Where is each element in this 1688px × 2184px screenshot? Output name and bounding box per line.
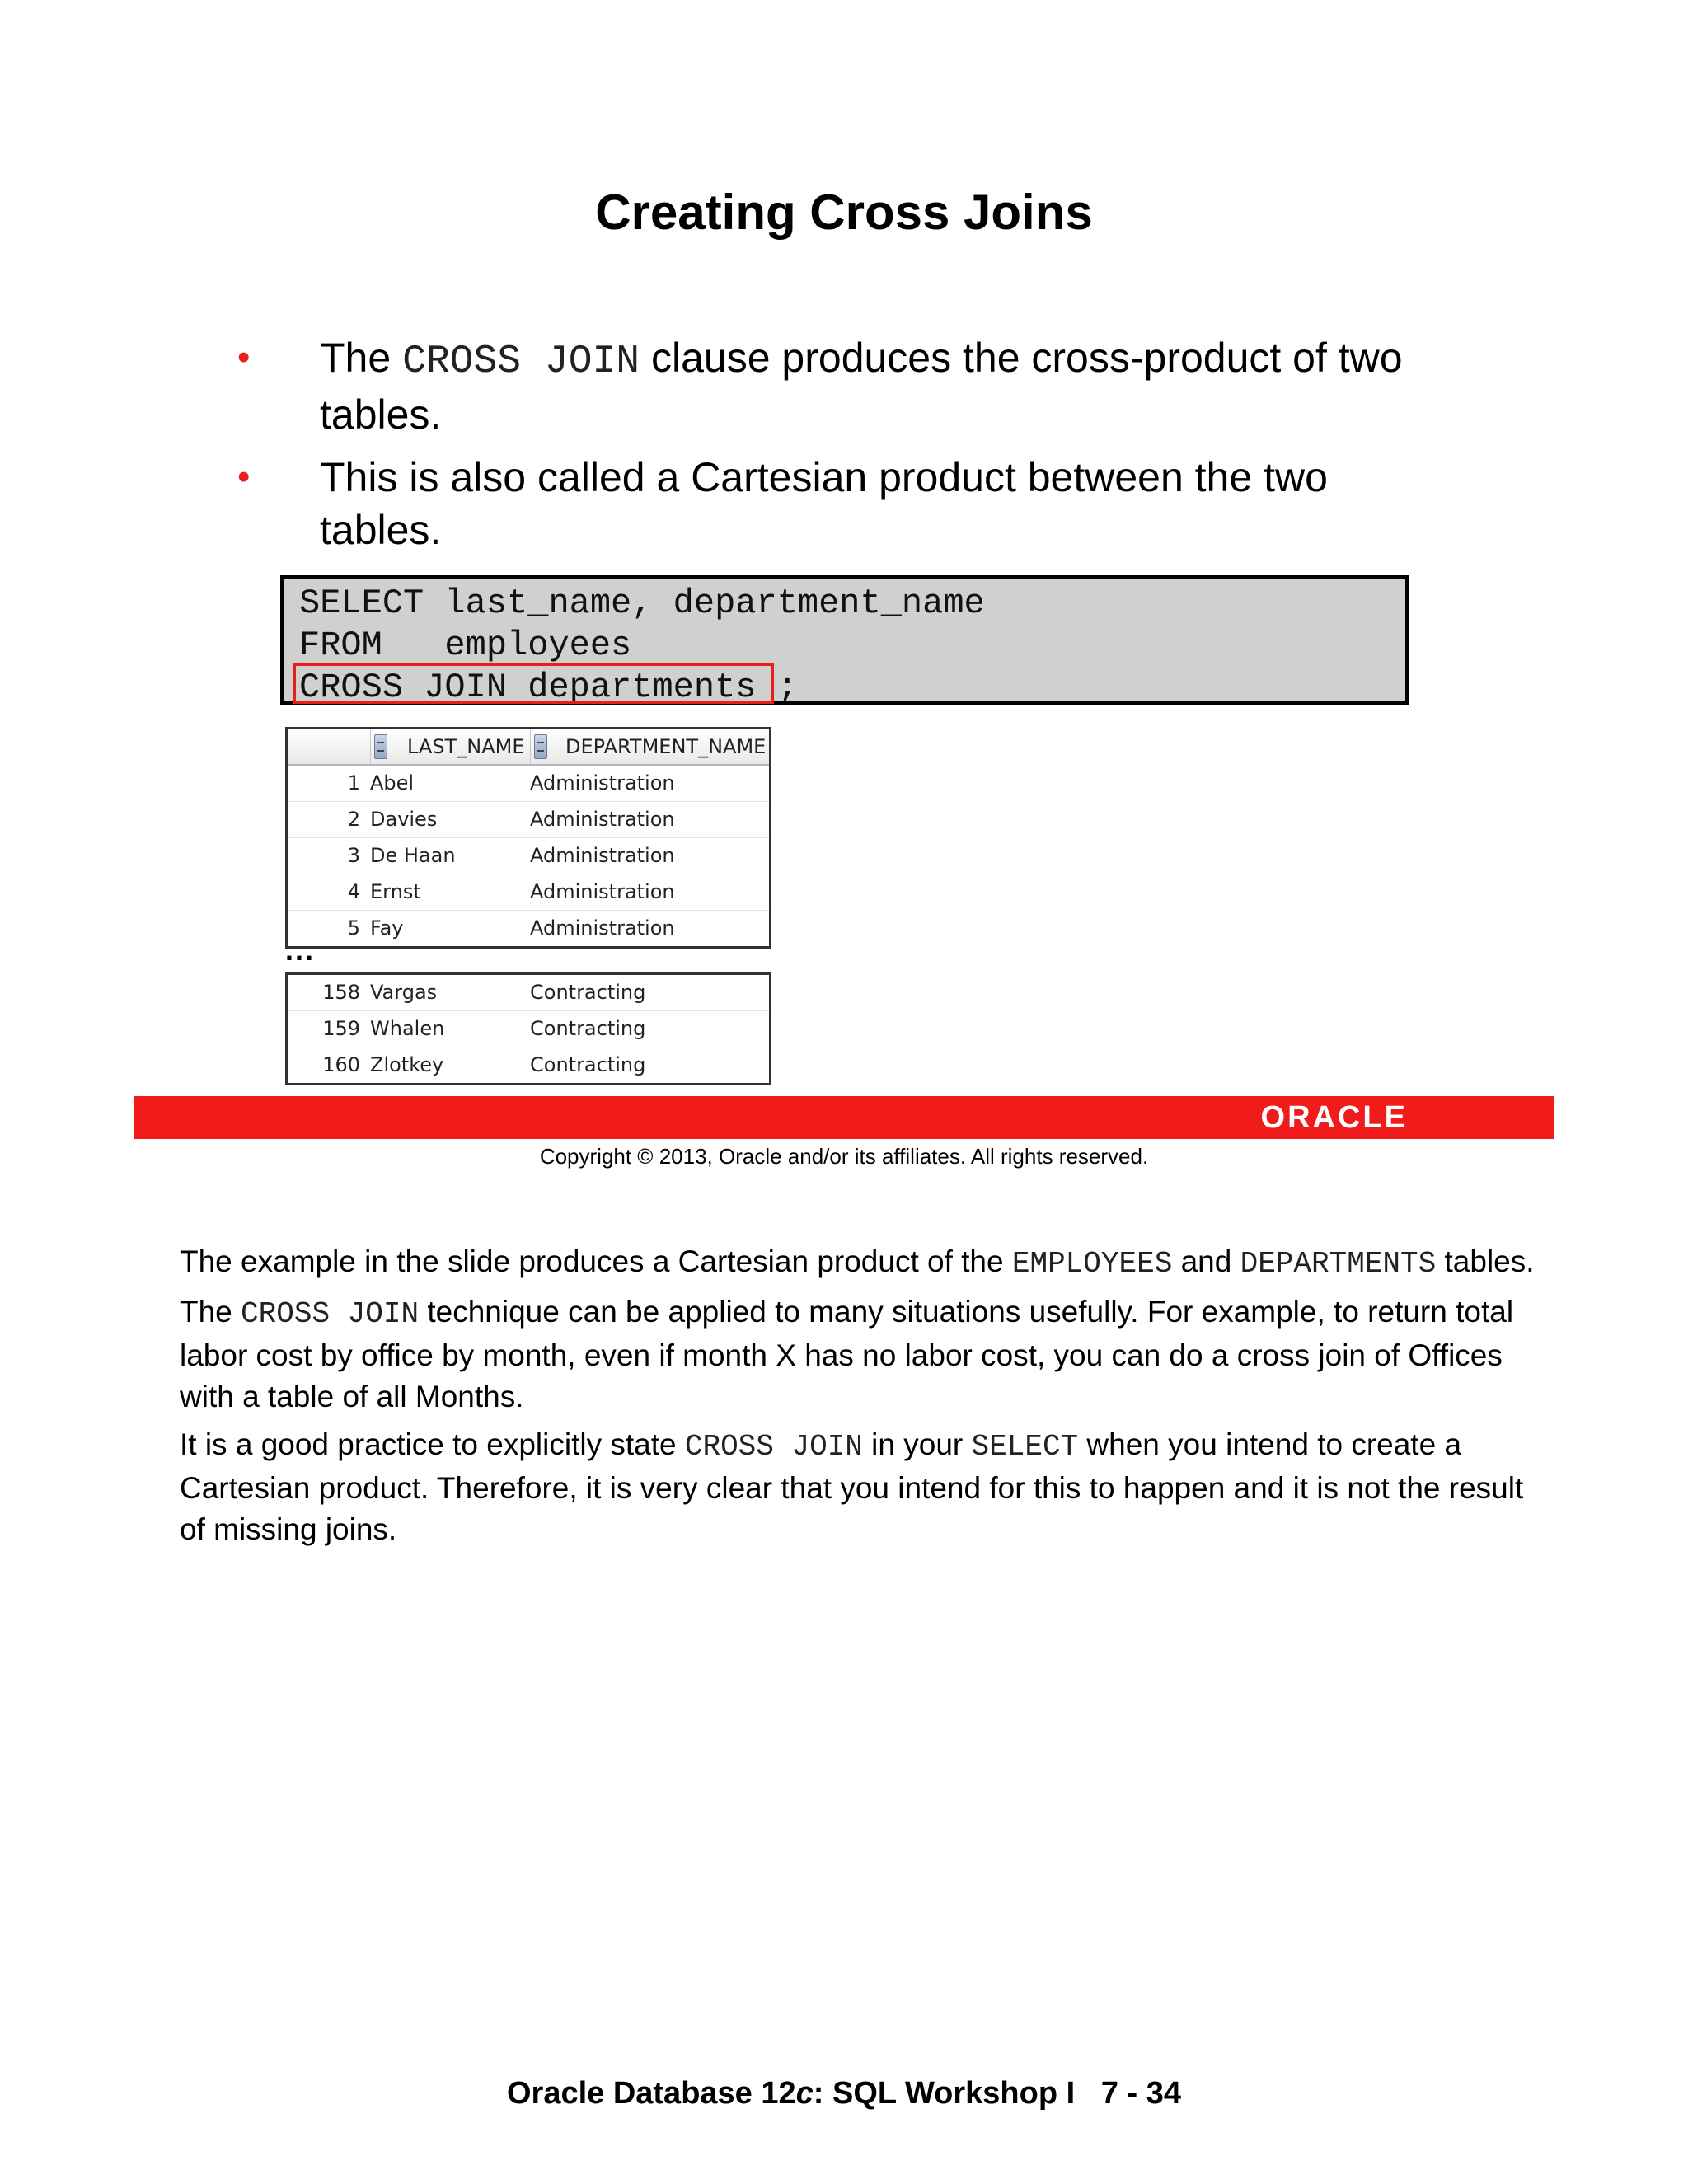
notes-section (180, 1241, 1548, 1557)
cell-last-name: Fay (370, 916, 404, 940)
rows-ellipsis: ... (285, 933, 316, 967)
bullet-dot-icon: • (237, 337, 251, 377)
row-number: 3 (347, 844, 360, 867)
row-number: 160 (322, 1053, 360, 1076)
cell-department-name: Contracting (530, 981, 646, 1004)
note-code: DEPARTMENTS (1240, 1247, 1437, 1281)
bullet-text: The (320, 335, 403, 381)
oracle-banner (134, 1096, 1554, 1139)
cell-last-name: Whalen (370, 1017, 445, 1040)
column-header-last-name[interactable] (370, 729, 530, 764)
table-row (288, 802, 769, 838)
note-paragraph (180, 1241, 1548, 1285)
row-number: 1 (347, 771, 360, 794)
cell-last-name: Abel (370, 771, 415, 794)
cell-last-name: Ernst (370, 880, 421, 903)
table-row (288, 911, 769, 946)
cell-department-name: Administration (530, 844, 675, 867)
table-row (288, 874, 769, 911)
note-paragraph (180, 1424, 1548, 1550)
note-text: The example in the slide produces a Cartesian product of the (180, 1244, 1012, 1278)
footer-prefix: Oracle Database 12 (506, 2076, 796, 2111)
row-number: 2 (347, 808, 360, 831)
note-text: It is a good practice to explicitly state (180, 1427, 685, 1461)
cell-department-name: Administration (530, 808, 675, 831)
column-header-department-name[interactable] (530, 729, 769, 764)
page-footer (0, 2074, 1688, 2113)
bullet-text: clause produces the cross-product of two tables. (320, 335, 1403, 438)
code-line: SELECT last_name, department_name (299, 583, 985, 623)
note-code: CROSS JOIN (241, 1297, 420, 1331)
row-number: 4 (347, 880, 360, 903)
row-number: 159 (322, 1017, 360, 1040)
footer-italic: c (795, 2076, 814, 2111)
bullet-item (237, 451, 1441, 556)
row-number: 5 (347, 916, 360, 940)
result-grid-top (285, 727, 771, 949)
bullet-item (237, 331, 1441, 441)
column-header-label: DEPARTMENT_NAME (565, 735, 767, 758)
sort-icon[interactable] (374, 734, 387, 759)
cell-last-name: De Haan (370, 844, 456, 867)
slide-title: Creating Cross Joins (595, 185, 1093, 240)
note-code: EMPLOYEES (1011, 1247, 1173, 1281)
note-text: when you intend to create a Cartesian product. Therefore, it is very clear that you intend for this to happen and it is not the result of missing joins. (180, 1427, 1524, 1546)
table-row (288, 1047, 769, 1083)
table-row (288, 766, 769, 802)
bullet-list (237, 331, 1441, 566)
oracle-logo: ORACLE (1260, 1100, 1408, 1135)
cross-join-highlight (293, 663, 774, 704)
note-text: The (180, 1295, 241, 1329)
cell-department-name: Administration (530, 916, 675, 940)
cell-department-name: Contracting (530, 1017, 646, 1040)
cell-department-name: Administration (530, 771, 675, 794)
cell-last-name: Zlotkey (370, 1053, 444, 1076)
row-number: 158 (322, 981, 360, 1004)
bullet-dot-icon: • (237, 457, 251, 497)
cell-last-name: Vargas (370, 981, 438, 1004)
footer-suffix: : SQL Workshop I 7 - 34 (813, 2076, 1182, 2111)
copyright-notice: Copyright © 2013, Oracle and/or its affiliates. All rights reserved. (539, 1144, 1149, 1169)
bullet-code: CROSS JOIN (402, 340, 640, 384)
note-paragraph (180, 1291, 1548, 1418)
note-text: tables. (1436, 1244, 1535, 1278)
cell-department-name: Administration (530, 880, 675, 903)
note-code: CROSS JOIN (684, 1430, 863, 1464)
grid-header (288, 729, 769, 766)
sql-code-box (280, 575, 1409, 705)
table-row (288, 1011, 769, 1047)
sort-icon[interactable] (534, 734, 547, 759)
bullet-text: This is also called a Cartesian product between the two tables. (320, 454, 1328, 553)
note-text: technique can be applied to many situations usefully. For example, to return total labor cost by office by month, even if month X has no labor cost, you can do a cross join of Offices with a table of all Months. (180, 1295, 1514, 1413)
note-text: in your (862, 1427, 972, 1461)
code-line: CROSS JOIN departments ; (299, 668, 798, 707)
note-code: SELECT (971, 1430, 1079, 1464)
table-row (288, 838, 769, 874)
note-text: and (1172, 1244, 1240, 1278)
cell-department-name: Contracting (530, 1053, 646, 1076)
cell-last-name: Davies (370, 808, 438, 831)
column-header-label: LAST_NAME (407, 735, 525, 758)
code-line: FROM employees (299, 626, 632, 665)
table-row (288, 975, 769, 1011)
result-grid-bottom (285, 972, 771, 1085)
